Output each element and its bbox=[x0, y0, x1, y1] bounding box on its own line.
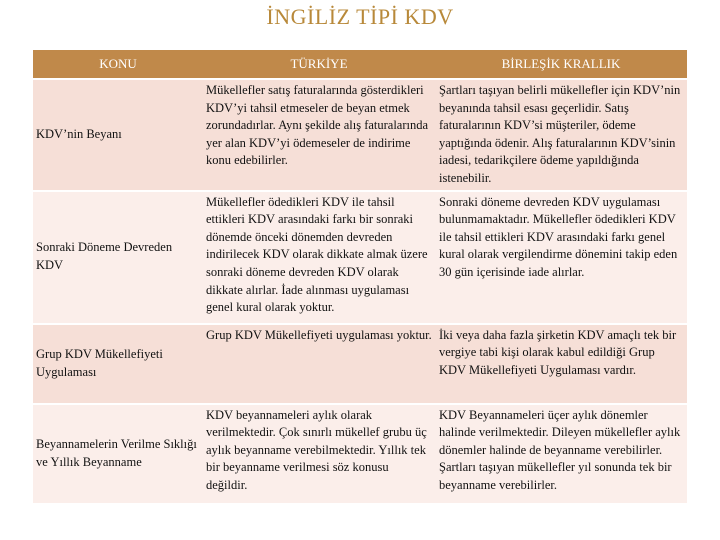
row-turkey-cell: Mükellefler ödedikleri KDV ile tahsil ettikleri KDV arasındaki farkı bir sonraki dönemde önceki dönemden devreden indirilecek KDV olarak dikkate almak üzere sonraki döneme devreden KDV olarak dikkate alırlar. İade alınması uygulaması genel kural olarak yoktur. bbox=[203, 191, 435, 324]
table-header-row bbox=[33, 50, 687, 79]
header-topic: KONU bbox=[33, 50, 203, 79]
row-uk-cell: KDV Beyannameleri üçer aylık dönemler halinde verilmektedir. Dileyen mükellefler aylık dönemler halinde de beyanname verebilirler. Şartları taşıyan mükellefler yıl sonunda tek bir beyanname verebilirler. bbox=[435, 404, 687, 504]
table-row bbox=[33, 79, 687, 191]
row-turkey-cell: KDV beyannameleri aylık olarak verilmektedir. Çok sınırlı mükellef grubu üç aylık beyanname verebilmektedir. Yıllık tek bir beyanname verilmesi söz konusu değildir. bbox=[203, 404, 435, 504]
table-row bbox=[33, 324, 687, 404]
comparison-table-container bbox=[33, 50, 687, 535]
row-topic: Beyannamelerin Verilme Sıklığı ve Yıllık Beyanname bbox=[33, 404, 203, 504]
row-uk-cell: İki veya daha fazla şirketin KDV amaçlı tek bir vergiye tabi kişi olarak kabul edildiği Grup KDV Mükellefiyeti Uygulaması vardır. bbox=[435, 324, 687, 404]
header-uk: BİRLEŞİK KRALLIK bbox=[435, 50, 687, 79]
row-topic: KDV’nin Beyanı bbox=[33, 79, 203, 191]
row-uk-cell: Şartları taşıyan belirli mükellefler için KDV’nin beyanında tahsil esası geçerlidir. Satış faturalarının KDV’si müşteriler, ödeme yaptığında ödenir. Alış faturalarının KDV’sinin iadesi, tedarikçilere ödeme yapıldığında istenebilir. bbox=[435, 79, 687, 191]
header-turkey: TÜRKİYE bbox=[203, 50, 435, 79]
comparison-table bbox=[33, 50, 687, 505]
row-uk-cell: Sonraki döneme devreden KDV uygulaması bulunmamaktadır. Mükellefler ödedikleri KDV ile tahsil ettikleri KDV arasındaki farkı genel kural olarak vergilendirme dönemini takip eden 30 gün içerisinde iade alırlar. bbox=[435, 191, 687, 324]
row-turkey-cell: Grup KDV Mükellefiyeti uygulaması yoktur. bbox=[203, 324, 435, 404]
table-row bbox=[33, 404, 687, 504]
row-topic: Grup KDV Mükellefiyeti Uygulaması bbox=[33, 324, 203, 404]
row-turkey-cell: Mükellefler satış faturalarında gösterdikleri KDV’yi tahsil etmeseler de beyan etmek zorundadırlar. Aynı şekilde alış faturalarında yer alan KDV’yi ödemeseler de indirime konu edebilirler. bbox=[203, 79, 435, 191]
page-title: İNGİLİZ TİPİ KDV bbox=[266, 4, 454, 29]
table-row bbox=[33, 191, 687, 324]
row-topic: Sonraki Döneme Devreden KDV bbox=[33, 191, 203, 324]
